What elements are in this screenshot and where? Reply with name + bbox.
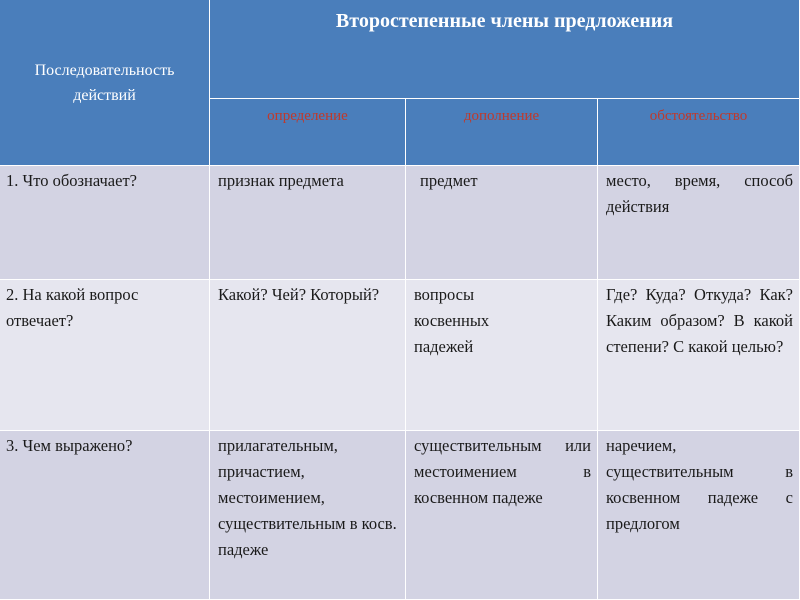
table-cell — [210, 280, 406, 431]
column-header-label: определение — [267, 108, 348, 124]
header-sequence-cell — [0, 0, 210, 166]
row-label-cell — [0, 166, 210, 280]
table-cell — [406, 280, 598, 431]
header-sequence-label: Последовательность действий — [34, 61, 175, 104]
row-label: 3. Чем выражено? — [6, 436, 133, 455]
row-label-cell — [0, 431, 210, 600]
column-header-object — [406, 99, 598, 166]
cell-text: признак предмета — [218, 171, 344, 190]
row-label: 1. Что обозначает? — [6, 171, 137, 190]
table-cell — [406, 166, 598, 280]
column-header-label: обстоятельство — [649, 108, 748, 124]
cell-text: прилагательным, причастием, местоимением, существительным в косв. падеже — [218, 436, 397, 559]
column-header-label: дополнение — [463, 108, 540, 124]
table-cell — [406, 431, 598, 600]
page-title: Второстепенные члены предложения — [335, 10, 674, 32]
row-label: 2. На какой вопрос отвечает? — [6, 285, 139, 330]
cell-text: Где? Куда? Откуда? Как? Каким образом? В какой степени? С какой целью? — [606, 285, 793, 356]
cell-text: Какой? Чей? Который? — [218, 285, 380, 304]
table-cell — [598, 166, 800, 280]
cell-text: существительным или местоимением в косвенном падеже — [414, 436, 591, 507]
table-cell — [210, 431, 406, 600]
cell-text: вопросы косвенных падежей — [414, 285, 490, 356]
table-cell — [598, 431, 800, 600]
table-cell — [210, 166, 406, 280]
column-header-adverbial — [598, 99, 800, 166]
row-label-cell — [0, 280, 210, 431]
column-header-definition — [210, 99, 406, 166]
cell-text: наречием, существительным в косвенном падеже с предлогом — [606, 436, 793, 533]
header-title-cell — [210, 0, 800, 99]
table-cell — [598, 280, 800, 431]
cell-text: место, время, способ действия — [606, 171, 793, 216]
cell-text: предмет — [420, 171, 478, 190]
